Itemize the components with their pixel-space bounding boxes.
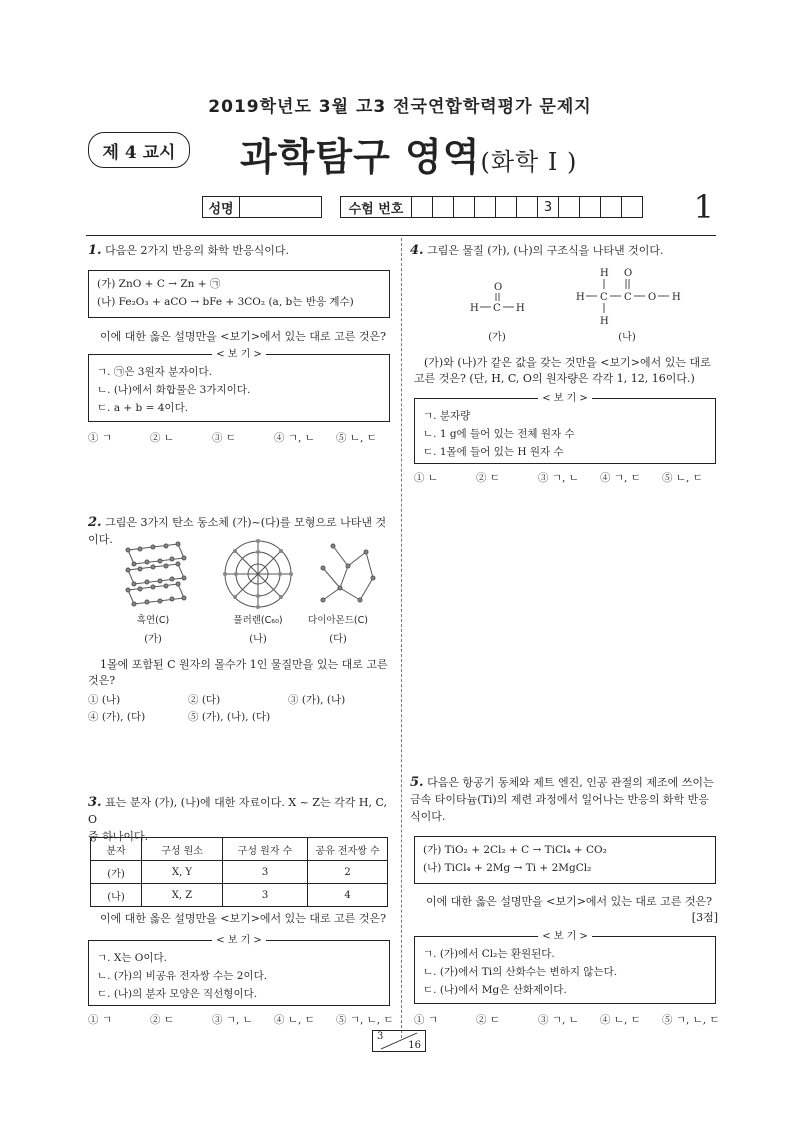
q4-number: 4. (410, 243, 424, 258)
svg-text:H: H (600, 268, 609, 279)
svg-text:O: O (648, 292, 657, 303)
choice[interactable]: ⑤ (가), (나), (다) (188, 711, 271, 723)
table-cell: 2 (308, 861, 388, 884)
table-cell: 3 (223, 861, 308, 884)
fullerene-model (223, 539, 293, 609)
svg-text:H: H (600, 316, 609, 327)
q3-stem-2: 중 하나이다. (88, 830, 149, 843)
svg-text:H: H (576, 292, 585, 303)
q3-choices (88, 1012, 406, 1027)
svg-text:O: O (494, 282, 503, 293)
q1-stem-text: 다음은 2가지 반응의 화학 반응식이다. (105, 244, 289, 257)
q3-bogi-item: ㄷ. (나)의 분자 모양은 직선형이다. (97, 988, 258, 1000)
q3-bogi-item: ㄱ. X는 O이다. (97, 952, 168, 964)
q4-bogi-item: ㄱ. 분자량 (423, 410, 471, 422)
q2-tag: (나) (249, 634, 267, 645)
q5-stem (410, 774, 718, 825)
subject-sub: (화학 I ) (480, 148, 578, 176)
exam-no-cell[interactable] (559, 196, 580, 218)
table-header: 분자 (91, 838, 142, 861)
structural-formulas (460, 264, 700, 330)
q4-stem-text: 그림은 물질 (가), (나)의 구조식을 나타낸 것이다. (427, 244, 664, 257)
table-cell: X, Z (142, 884, 223, 907)
q5-number: 5. (410, 775, 424, 790)
svg-text:H: H (470, 303, 479, 314)
q5-bogi-item: ㄴ. (가)에서 Ti의 산화수는 변하지 않는다. (423, 966, 618, 978)
choice[interactable]: ③ ㄷ (212, 432, 236, 444)
q2-number: 2. (88, 515, 102, 530)
q4-choices (414, 470, 724, 485)
exam-no-label: 수험 번호 (340, 196, 412, 218)
choice[interactable]: ① ㄱ (414, 1014, 438, 1026)
graphite-model (126, 542, 186, 606)
choice[interactable]: ② (다) (188, 694, 221, 706)
choice[interactable]: ② ㄷ (150, 1014, 174, 1026)
exam-title: 2019학년도 3월 고3 전국연합학력평가 문제지 (208, 97, 592, 117)
q3-number: 3. (88, 795, 102, 810)
exam-no-cell[interactable] (496, 196, 517, 218)
choice[interactable]: ④ ㄱ, ㄷ (600, 472, 641, 484)
q3-bogi-title: < 보 기 > (212, 935, 266, 946)
table-cell: X, Y (142, 861, 223, 884)
q2-tag: (다) (329, 634, 347, 645)
q5-bogi-item: ㄷ. (나)에서 Mg은 산화제이다. (423, 984, 567, 996)
q2-stem-text: 그림은 3가지 탄소 동소체 (가)~(다)를 모형으로 나타낸 것이다. (88, 516, 387, 546)
q5-stem-2: 금속 타이타늄(Ti)의 제련 과정에서 일어나는 반응의 화학 반응 (410, 793, 709, 806)
q1-bogi-item: ㄷ. a + b = 4이다. (97, 402, 189, 414)
svg-text:O: O (624, 268, 633, 279)
table-header: 구성 원자 수 (223, 838, 308, 861)
choice[interactable]: ② ㄴ (150, 432, 174, 444)
choice[interactable]: ③ ㄱ, ㄴ (538, 472, 579, 484)
svg-text:C: C (600, 292, 608, 303)
q2-choices (88, 692, 378, 726)
svg-text:C: C (624, 292, 632, 303)
name-field[interactable] (240, 196, 322, 218)
q4-bogi-box (414, 393, 716, 464)
q4-tag: (나) (618, 332, 636, 343)
choice[interactable]: ④ ㄴ, ㄷ (600, 1014, 641, 1026)
exam-no-cell[interactable] (517, 196, 538, 218)
table-header: 공유 전자쌍 수 (308, 838, 388, 861)
page-number: 1 (693, 188, 714, 226)
q1-eq-ga: (가) ZnO + C → Zn + ㉠ (97, 278, 221, 290)
q2-question-2: 것은? (88, 674, 116, 687)
q1-bogi-box (88, 349, 390, 422)
choice[interactable]: ① (나) (88, 694, 121, 706)
table-row (91, 884, 388, 907)
q5-equation-box (414, 836, 716, 884)
q2-label: 흑연(C) (136, 615, 170, 626)
choice[interactable]: ① ㄱ (88, 432, 112, 444)
q1-number: 1. (88, 243, 102, 258)
q5-bogi-title: < 보 기 > (538, 931, 592, 942)
q1-equation-box (88, 270, 390, 318)
q3-bogi-box (88, 935, 390, 1006)
exam-no-cell[interactable] (601, 196, 622, 218)
q4-question-2: 고른 것은? (단, H, C, O의 원자량은 각각 1, 12, 16이다.) (414, 372, 695, 385)
q2-label: 풀러렌(C₆₀) (233, 615, 283, 626)
exam-no-cell[interactable] (580, 196, 601, 218)
q5-bogi-item: ㄱ. (가)에서 Cl₂는 환원된다. (423, 948, 555, 960)
table-row (91, 838, 388, 861)
table-cell: 3 (223, 884, 308, 907)
q5-bogi-box (414, 931, 716, 1004)
q5-stem-1: 다음은 항공기 동체와 제트 엔진, 인공 관절의 제조에 쓰이는 (427, 776, 714, 789)
diamond-model (321, 544, 375, 602)
q4-bogi-item: ㄷ. 1몰에 들어 있는 H 원자 수 (423, 446, 564, 458)
q1-bogi-item: ㄱ. ㉠은 3원자 분자이다. (97, 366, 213, 378)
choice[interactable]: ① ㄱ (88, 1014, 112, 1026)
q1-question: 이에 대한 옳은 설명만을 <보기>에서 있는 대로 고른 것은? (100, 330, 387, 343)
choice[interactable]: ③ ㄱ, ㄴ (538, 1014, 579, 1026)
exam-no-cell[interactable] (622, 196, 643, 218)
choice[interactable]: ③ (가), (나) (288, 694, 346, 706)
q1-eq-na: (나) Fe₂O₃ + aCO → bFe + 3CO₂ (a, b는 반응 계수) (97, 296, 354, 308)
q4-tag: (가) (488, 332, 506, 343)
q4-bogi-item: ㄴ. 1 g에 들어 있는 전체 원자 수 (423, 428, 575, 440)
choice[interactable]: ④ ㄴ, ㄷ (274, 1014, 315, 1026)
q1-bogi-item: ㄴ. (나)에서 화합물은 3가지이다. (97, 384, 251, 396)
header-rule (86, 235, 716, 236)
choice[interactable]: ③ ㄱ, ㄴ (212, 1014, 253, 1026)
q2-question-1: 1몰에 포함된 C 원자의 몰수가 1인 물질만을 있는 대로 고른 (100, 658, 388, 671)
q4-bogi-title: < 보 기 > (538, 393, 592, 404)
q1-choices (88, 430, 398, 445)
svg-text:H: H (672, 292, 681, 303)
q5-question: 이에 대한 옳은 설명만을 <보기>에서 있는 대로 고른 것은? (426, 895, 713, 908)
exam-no-cell[interactable] (454, 196, 475, 218)
acetic-acid-structure (576, 268, 681, 327)
q4-stem (410, 242, 716, 259)
exam-no-digit: 3 (538, 196, 559, 218)
q3-bogi-item: ㄴ. (가)의 비공유 전자쌍 수는 2이다. (97, 970, 268, 982)
q3-question: 이에 대한 옳은 설명만을 <보기>에서 있는 대로 고른 것은? (100, 912, 387, 925)
period-badge: 제 4 교시 (88, 132, 190, 168)
exam-no-cell[interactable] (433, 196, 454, 218)
choice[interactable]: ⑤ ㄴ, ㄷ (336, 432, 377, 444)
column-divider (401, 238, 403, 1038)
id-bar (202, 196, 643, 218)
choice[interactable]: ⑤ ㄱ, ㄴ, ㄷ (662, 1014, 720, 1026)
table-cell: 4 (308, 884, 388, 907)
q3-table (90, 837, 388, 907)
page-current: 3 (377, 1031, 384, 1042)
choice[interactable]: ⑤ ㄴ, ㄷ (662, 472, 703, 484)
q5-eq-ga: (가) TiO₂ + 2Cl₂ + C → TiCl₄ + CO₂ (423, 844, 607, 856)
q2-tag: (가) (144, 634, 162, 645)
choice[interactable]: ④ (가), (다) (88, 711, 146, 723)
q1-bogi-title: < 보 기 > (212, 349, 266, 360)
table-cell: (나) (91, 884, 142, 907)
name-label: 성명 (202, 196, 240, 218)
formaldehyde-structure (470, 282, 525, 314)
q5-eq-na: (나) TiCl₄ + 2Mg → Ti + 2MgCl₂ (423, 862, 592, 874)
q5-points: [3점] (691, 911, 718, 924)
choice[interactable]: ① ㄴ (414, 472, 438, 484)
table-row (91, 861, 388, 884)
q2-label: 다이아몬드(C) (308, 615, 368, 626)
choice[interactable]: ② ㄷ (476, 1014, 500, 1026)
q1-stem (88, 242, 394, 259)
choice[interactable]: ⑤ ㄱ, ㄴ, ㄷ (336, 1014, 394, 1026)
q5-choices (414, 1012, 732, 1027)
subject-title (240, 126, 577, 181)
allotrope-models (118, 538, 398, 612)
choice[interactable]: ④ ㄱ, ㄴ (274, 432, 315, 444)
exam-no-cell[interactable] (412, 196, 433, 218)
table-cell: (가) (91, 861, 142, 884)
choice[interactable]: ② ㄷ (476, 472, 500, 484)
q5-stem-3: 식이다. (410, 810, 446, 823)
svg-text:H: H (516, 303, 525, 314)
table-header: 구성 원소 (142, 838, 223, 861)
page-total: 16 (408, 1040, 421, 1051)
svg-text:C: C (493, 303, 501, 314)
exam-no-cell[interactable] (475, 196, 496, 218)
subject-main: 과학탐구 영역 (240, 134, 481, 179)
q4-question-1: (가)와 (나)가 같은 값을 갖는 것만을 <보기>에서 있는 대로 (424, 356, 711, 369)
q3-stem-1: 표는 분자 (가), (나)에 대한 자료이다. X ~ Z는 각각 H, C, O (88, 796, 388, 826)
page-indicator (372, 1030, 426, 1052)
